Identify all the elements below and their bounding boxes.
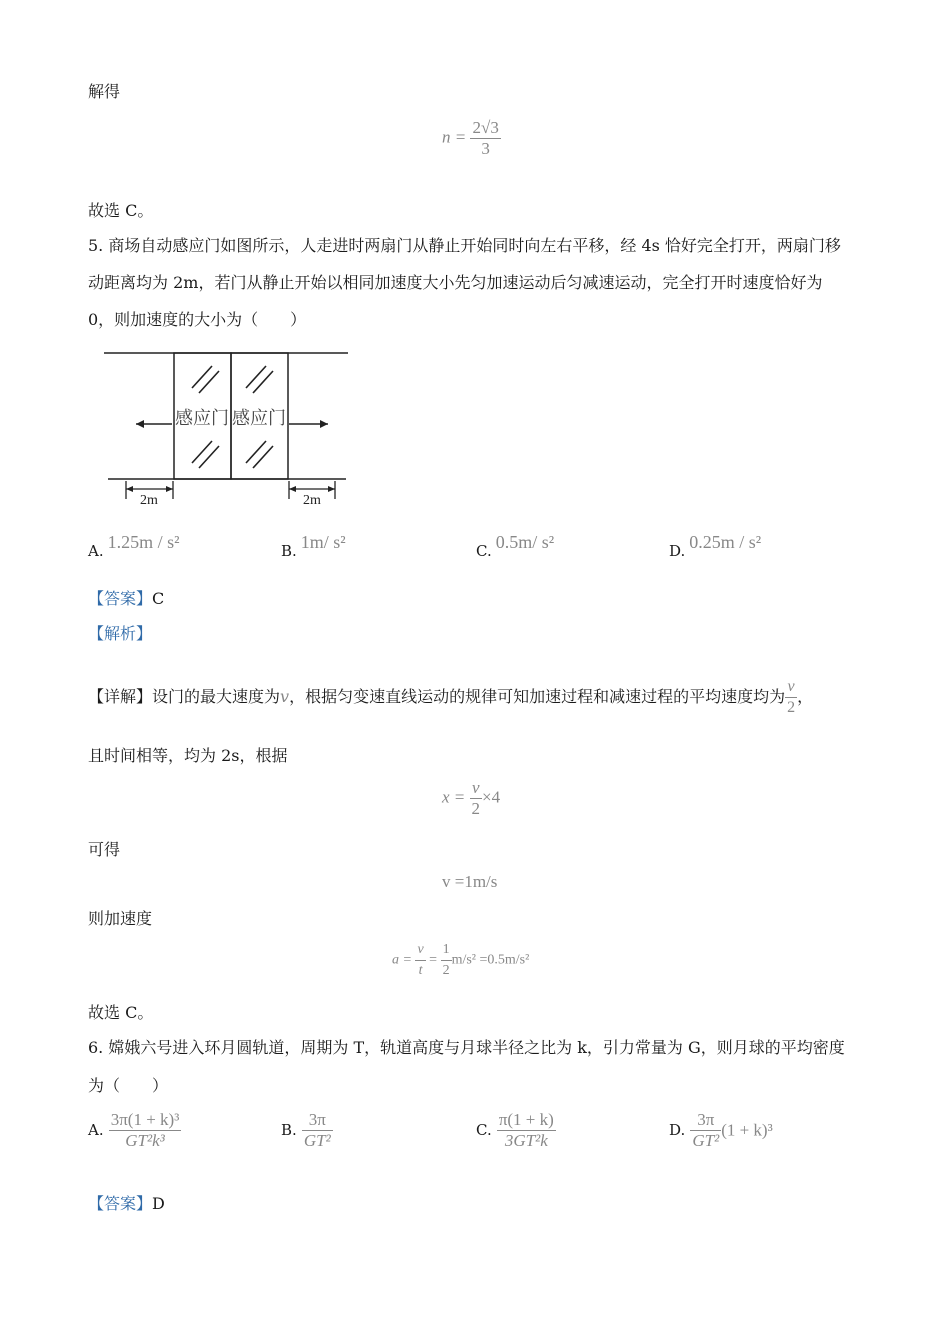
conclusion-1: 故选 C。 bbox=[88, 201, 154, 220]
eq3-lhs: a = bbox=[392, 952, 412, 968]
option-label: A. bbox=[88, 542, 104, 560]
kede-label: 可得 bbox=[88, 840, 121, 859]
detail-frac-num: v bbox=[785, 677, 797, 698]
detail-tag: 【详解】 bbox=[88, 687, 153, 706]
q6-line-2: 为（ ） bbox=[88, 1076, 169, 1095]
detail-text: 设门的最大速度为 bbox=[152, 687, 281, 706]
eq1-fraction bbox=[470, 778, 483, 819]
option-fraction bbox=[302, 1110, 333, 1151]
eq3-f2-den: 2 bbox=[442, 963, 450, 978]
equation-a bbox=[392, 940, 529, 981]
equation-x bbox=[442, 778, 500, 819]
q6-option-b[interactable] bbox=[281, 1110, 333, 1151]
option-label: A. bbox=[88, 1121, 104, 1139]
q5-line-1: 5. 商场自动感应门如图所示，人走进时两扇门从静止开始同时向左右平移，经 4s 恰好完全打开，两扇门移 bbox=[88, 236, 841, 255]
eq1-num: v bbox=[470, 778, 483, 799]
detail-line bbox=[88, 677, 813, 718]
q5-option-c[interactable] bbox=[476, 532, 554, 560]
eq1-rhs: ×4 bbox=[482, 787, 501, 807]
q6-line-1: 6. 嫦娥六号进入环月圆轨道，周期为 T，轨道高度与月球半径之比为 k，引力常量为 G，则月球的平均密度 bbox=[88, 1038, 845, 1057]
right-arrow-head bbox=[320, 420, 328, 428]
option-label: D. bbox=[669, 1121, 686, 1139]
eq1-den: 2 bbox=[471, 799, 481, 818]
option-den: GT²k³ bbox=[125, 1131, 165, 1150]
detail-text-2: ，根据匀变速直线运动的规律可知加速过程和减速过程的平均速度均为 bbox=[289, 687, 786, 706]
answer-tag: 【答案】 bbox=[88, 589, 153, 608]
option-label: B. bbox=[281, 542, 297, 560]
eq3-rhs: m/s² =0.5m/s² bbox=[451, 952, 530, 968]
eq3-fraction-1 bbox=[415, 940, 425, 981]
equation-n bbox=[442, 118, 501, 159]
n-denominator: 3 bbox=[481, 139, 490, 158]
detail-fraction bbox=[785, 677, 797, 718]
option-den: GT² bbox=[692, 1131, 720, 1150]
eq3-f1-num: v bbox=[415, 940, 425, 961]
q5-line-3: 0，则加速度的大小为（ ） bbox=[88, 310, 307, 329]
option-fraction bbox=[690, 1110, 721, 1151]
eq3-f1-den: t bbox=[418, 963, 423, 978]
left-arrow-head bbox=[136, 420, 144, 428]
door-left-label: 感应门 bbox=[175, 408, 229, 429]
option-fraction bbox=[497, 1110, 556, 1151]
option-den: GT² bbox=[303, 1131, 331, 1150]
detail-end: ， bbox=[797, 687, 814, 706]
solve-label: 解得 bbox=[88, 82, 121, 101]
option-den: 3GT²k bbox=[504, 1131, 548, 1150]
n-fraction bbox=[470, 118, 500, 159]
answer-value: D bbox=[152, 1194, 165, 1213]
option-tail: (1 + k)³ bbox=[721, 1120, 773, 1140]
q5-option-d[interactable] bbox=[669, 532, 761, 560]
n-numerator: 2√3 bbox=[472, 118, 499, 137]
option-num: 3π(1 + k)³ bbox=[110, 1110, 180, 1129]
equation-v: v =1m/s bbox=[442, 872, 498, 891]
door-right-label: 感应门 bbox=[232, 408, 286, 429]
time-line: 且时间相等，均为 2s，根据 bbox=[88, 746, 288, 765]
eq3-f2-num: 1 bbox=[441, 940, 452, 961]
dim-right-label: 2m bbox=[303, 493, 321, 508]
q5-option-a[interactable] bbox=[88, 532, 180, 560]
q5-line-2: 动距离均为 2m，若门从静止开始以相同加速度大小先匀加速运动后匀减速运动，完全打开时速度恰好为 bbox=[88, 273, 823, 292]
option-num: 3π bbox=[302, 1110, 333, 1131]
door-figure bbox=[100, 346, 355, 511]
q6-answer bbox=[88, 1194, 165, 1214]
answer-tag: 【答案】 bbox=[88, 1194, 153, 1213]
option-value: 1.25m / s² bbox=[107, 532, 180, 552]
q5-option-b[interactable] bbox=[281, 532, 346, 560]
q6-option-c[interactable] bbox=[476, 1110, 556, 1151]
detail-var: v bbox=[280, 687, 290, 706]
detail-frac-den: 2 bbox=[787, 699, 796, 716]
acc-label: 则加速度 bbox=[88, 909, 153, 928]
analysis-tag: 【解析】 bbox=[88, 624, 153, 643]
q6-option-a[interactable] bbox=[88, 1110, 181, 1151]
conclusion-2: 故选 C。 bbox=[88, 1003, 154, 1022]
q5-answer bbox=[88, 589, 164, 609]
option-value: 0.25m / s² bbox=[689, 532, 762, 552]
option-value: 1m/ s² bbox=[300, 532, 346, 552]
dim-left-label: 2m bbox=[140, 493, 158, 508]
option-num: 3π bbox=[690, 1110, 721, 1131]
option-label: B. bbox=[281, 1121, 297, 1139]
eq3-fraction-2 bbox=[441, 940, 452, 981]
eq3-eq: = bbox=[429, 952, 438, 968]
q6-option-d[interactable] bbox=[669, 1110, 773, 1151]
eq1-lhs: x = bbox=[442, 787, 466, 807]
option-label: C. bbox=[476, 542, 492, 560]
n-lhs: n = bbox=[442, 127, 467, 147]
option-value: 0.5m/ s² bbox=[495, 532, 555, 552]
answer-value: C bbox=[152, 589, 165, 608]
option-num: π(1 + k) bbox=[498, 1110, 554, 1129]
option-fraction bbox=[109, 1110, 182, 1151]
option-label: D. bbox=[669, 542, 686, 560]
option-label: C. bbox=[476, 1121, 492, 1139]
